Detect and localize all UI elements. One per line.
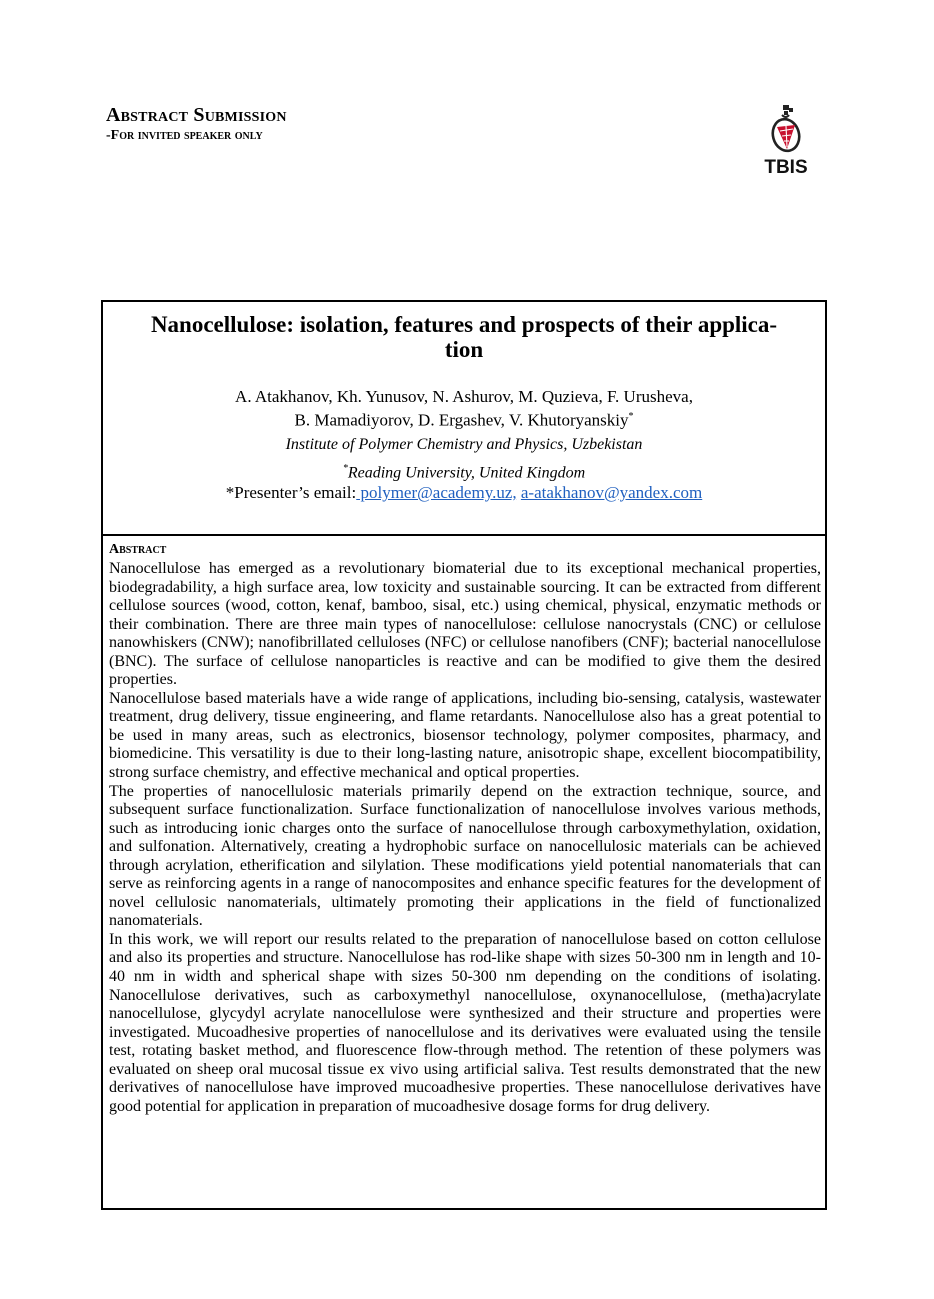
authors-line1: A. Atakhanov, Kh. Yunusov, N. Ashurov, M. Quzieva, F. Urusheva,	[235, 387, 693, 406]
abstract-paragraph: In this work, we will report our results related to the preparation of nanocellulose based on cotton cellulose and also its properties and structure. Nanocellulose has rod-like shape with sizes 50-300 nm in length and 10-40 nm in width and spherical shape with sizes 50-300 nm depending on the conditions of isolating. Nanocellulose derivatives, such as carboxymethyl nanocellulose, oxynanocellulose, (metha)acrylate nanocellulose, glycydyl acrylate nanocellulose were synthesized and their structure and properties were investigated. Mucoadhesive properties of nanocellulose and its derivatives were evaluated using the tensile test, rotating basket method, and fluorescence flow-through method. The retention of these polymers was evaluated on sheep oral mucosal tissue ex vivo using artificial saliva. Test results demonstrated that the new derivatives of nanocellulose have improved mucoadhesive properties. These nanocellulose derivatives have good potential for application in preparation of mucoadhesive dosage forms for drug delivery.	[109, 930, 821, 1115]
affiliation-2	[103, 463, 825, 482]
paper-title-line1: Nanocellulose: isolation, features and prospects of their applica-	[150, 312, 778, 337]
presenter-email	[103, 483, 825, 503]
email-link-2[interactable]: a-atakhanov@yandex.com	[520, 483, 703, 502]
abstract-paragraph: The properties of nanocellulosic materials primarily depend on the extraction technique, source, and subsequent surface functionalization. Surface functionalization of nanocellulose involves various methods, such as introducing ionic charges onto the surface of nanocellulose through carboxymethylation, oxidation, and sulfonation. Alternatively, creating a hydrophobic surface on nanocellulosic materials can be achieved through acrylation, etherification and silylation. These modifications yield potential nanomaterials that can serve as reinforcing agents in a range of nanocomposites and enhance specific features for the development of novel cellulosic nanomaterials, ultimately promoting their applications in the field of functionalized nanomaterials.	[109, 782, 821, 930]
presenter-label: *Presenter’s email:	[225, 483, 357, 502]
tbis-logo	[756, 101, 816, 181]
author-list	[103, 387, 825, 431]
title-box	[101, 300, 827, 536]
author-mark: *	[628, 411, 634, 422]
header-subtitle: -For invited speaker only	[106, 128, 263, 143]
paper-title	[103, 312, 825, 362]
abstract-paragraph: Nanocellulose has emerged as a revolutionary biomaterial due to its exceptional mechanical properties, biodegradability, a high surface area, low toxicity and sustainable sourcing. It can be extracted from different cellulose sources (wood, cotton, kenaf, bamboo, sisal, etc.) using chemical, physical, enzymatic methods or their combination. There are three main types of nanocellulose: cellulose nanocrystals (CNC) or cellulose nanowhiskers (CNW); nanofibrillated celluloses (NFC) or cellulose nanofibers (CNF); bacterial nanocellulose (BNC). The surface of cellulose nanoparticles is reactive and can be modified to give them the desired properties.	[109, 560, 821, 689]
email-link-1[interactable]: polymer@academy.uz,	[356, 483, 517, 502]
affiliation-1: Institute of Polymer Chemistry and Physics, Uzbekistan	[285, 436, 643, 453]
abstract-heading: Abstract	[109, 542, 167, 557]
abstract-box	[101, 534, 827, 1210]
abstract-paragraph: Nanocellulose based materials have a wide range of applications, including bio-sensing, catalysis, wastewater treatment, drug delivery, tissue engineering, and flame retardants. Nanocellulose also has a great potential to be used in many areas, such as electronics, biosensor technology, polymer composites, pharmacy, and biomedicine. This versatility is due to their long-lasting nature, anisotropic shape, excellent biocompatibility, strong surface chemistry, and effective mechanical and optical properties.	[109, 689, 821, 782]
tbis-emblem-icon	[756, 101, 816, 157]
logo-text: TBIS	[764, 157, 808, 178]
affiliation-2-text: Reading University, United Kingdom	[347, 464, 586, 482]
paper-title-line2: tion	[444, 337, 484, 362]
abstract-body	[109, 560, 821, 1116]
authors-line2	[103, 407, 825, 431]
affiliation-mark: *	[342, 463, 348, 474]
authors-line2-text: B. Mamadiyorov, D. Ergashev, V. Khutoryanskiy	[294, 410, 629, 430]
header-title: Abstract Submission	[106, 104, 287, 126]
